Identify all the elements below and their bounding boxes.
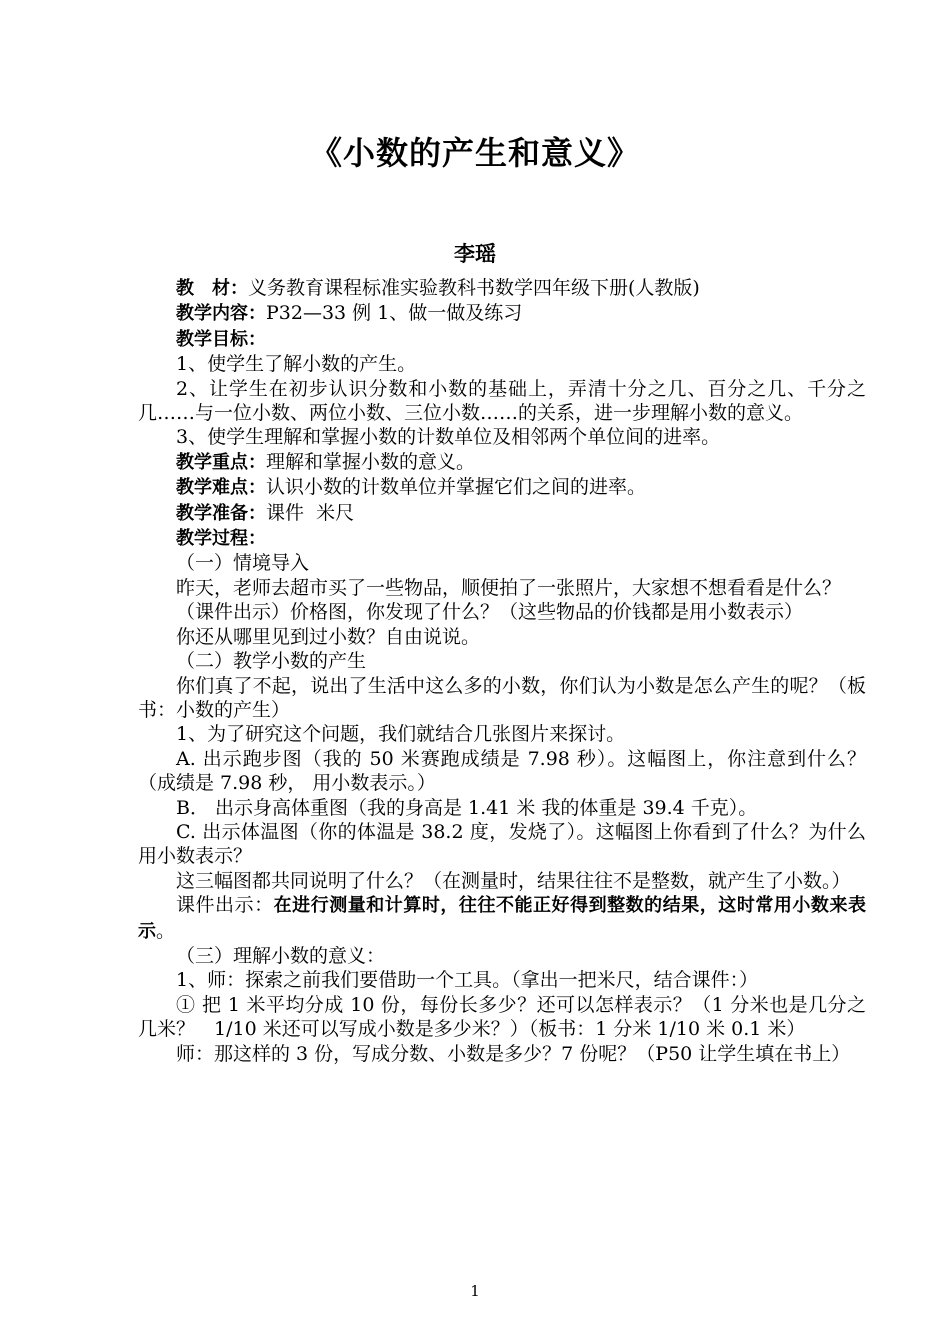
paragraph-emphasis (138, 893, 866, 944)
document-body (138, 276, 866, 1066)
author-name: 李瑶 (454, 242, 496, 266)
process-label: 教学过程： (176, 528, 266, 550)
difficulty-label: 教学难点： (176, 477, 266, 499)
paragraph: 师：那这样的 3 份，写成分数、小数是多少？7 份呢？（P50 让学生填在书上） (176, 1042, 851, 1065)
difficulty-text: 认识小数的计数单位并掌握它们之间的进率。 (266, 476, 647, 499)
key-line (138, 450, 866, 475)
paragraph: 昨天，老师去超市买了一些物品，顺便拍了一张照片，大家想不想看看是什么？ (176, 576, 842, 599)
goal-item: 1、使学生了解小数的产生。 (176, 353, 417, 376)
paragraph: （一）情境导入 (176, 552, 310, 575)
page-number: 1 (470, 1282, 480, 1300)
paragraph: 这三幅图都共同说明了什么？（在测量时，结果往往不是整数，就产生了小数。） (176, 869, 851, 892)
paragraph: （二）教学小数的产生 (176, 650, 367, 673)
prep-label: 教学准备： (176, 502, 266, 524)
paragraph: 1、为了研究这个问题，我们就结合几张图片来探讨。 (176, 723, 626, 746)
key-text: 理解和掌握小数的意义。 (266, 450, 476, 473)
content-label: 教学内容： (176, 303, 266, 325)
prep-text: 课件 米尺 (266, 501, 355, 524)
key-label: 教学重点： (176, 451, 266, 473)
paragraph: （课件出示）价格图，你发现了什么？（这些物品的价钱都是用小数表示） (176, 601, 804, 624)
goal-item: 3、使学生理解和掌握小数的计数单位及相邻两个单位间的进率。 (176, 426, 721, 449)
content-text: P32—33 例 1、做一做及练习 (266, 302, 523, 325)
paragraph: A. 出示跑步图（我的 50 米赛跑成绩是 7.98 秒）。这幅图上，你注意到什么？（成绩是 7.98 秒， 用小数表示。） (138, 747, 866, 795)
difficulty-line (138, 475, 866, 500)
content-line (138, 301, 866, 326)
paragraph: B． 出示身高体重图（我的身高是 1.41 米 我的体重是 39.4 千克）。 (176, 796, 758, 819)
goals-heading (138, 327, 866, 352)
paragraph: 你还从哪里见到过小数？自由说说。 (176, 625, 481, 648)
material-label: 教 材： (176, 278, 248, 299)
paragraph: ① 把 1 米平均分成 10 份，每份长多少？还可以怎样表示？（1 分米也是几分之几米？ 1/10 米还可以写成小数是多少米？）（板书：1 分米 1/10 米 0.1 米） (138, 993, 866, 1041)
emphasis-suffix: 。 (156, 919, 176, 942)
material-line (138, 276, 866, 301)
emphasis-text: 在进行测量和计算时，往往不能正好得到整数的结果，这时常用小数来表示 (138, 895, 866, 942)
goal-item: 2、让学生在初步认识分数和小数的基础上，弄清十分之几、百分之几、千分之几……与一位小数、两位小数、三位小数……的关系，进一步理解小数的意义。 (138, 377, 866, 425)
material-text: 义务教育课程标准实验教科书数学四年级下册(人教版) (248, 277, 700, 299)
emphasis-prefix: 课件出示： (176, 894, 274, 917)
paragraph: 1、师：探索之前我们要借助一个工具。（拿出一把米尺，结合课件：） (176, 969, 759, 992)
paragraph: 你们真了不起，说出了生活中这么多的小数，你们认为小数是怎么产生的呢？（板书：小数的产生） (138, 674, 866, 721)
document-title: 《小数的产生和意义》 (309, 134, 640, 172)
goals-label: 教学目标： (176, 328, 266, 350)
prep-line (138, 501, 866, 526)
paragraph: C. 出示体温图（你的体温是 38.2 度，发烧了）。这幅图上你看到了什么？为什么用小数表示？ (138, 820, 866, 868)
paragraph: （三）理解小数的意义： (176, 944, 386, 967)
process-heading (138, 526, 866, 551)
